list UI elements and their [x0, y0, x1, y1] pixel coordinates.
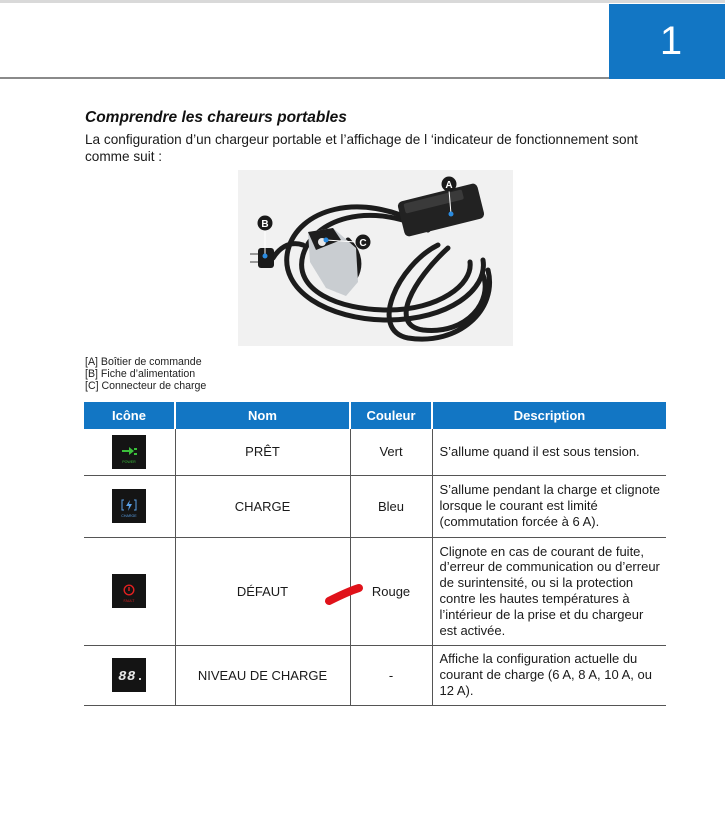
connector-shape — [308, 228, 358, 296]
description-cell: S’allume pendant la charge et clignote lorsque le courant est limité (commutation forcée à 6 A). — [432, 475, 666, 537]
name-cell: DÉFAUT — [175, 537, 350, 645]
callout-c-label: C — [359, 238, 367, 249]
top-rule — [0, 0, 725, 3]
color-cell: Bleu — [350, 475, 432, 537]
color-cell: Rouge — [350, 537, 432, 645]
power-icon-text: POWER — [122, 459, 137, 464]
legend-item-a: [A] Boîtier de commande — [85, 356, 202, 368]
plug-shape — [250, 248, 274, 268]
level-display-icon — [112, 658, 146, 692]
charge-icon-text: CHARGE — [121, 514, 137, 518]
icon-cell — [84, 429, 175, 475]
description-cell: Affiche la configuration actuelle du courant de charge (6 A, 8 A, 10 A, ou 12 A). — [432, 645, 666, 705]
header-description: Description — [432, 402, 666, 429]
legend-item-c: [C] Connecteur de charge — [85, 379, 207, 392]
red-annotation-mark — [323, 583, 365, 609]
icon-cell — [84, 537, 175, 645]
color-cell: - — [350, 645, 432, 705]
icon-cell — [84, 645, 175, 705]
name-cell: PRÊT — [175, 429, 350, 475]
header-icon: Icône — [84, 402, 175, 429]
indicator-table — [84, 402, 666, 706]
table-row — [84, 429, 666, 475]
figure-legend — [85, 357, 206, 392]
table-row — [84, 475, 666, 537]
charge-icon — [112, 489, 146, 523]
color-cell: Vert — [350, 429, 432, 475]
description-cell: S’allume quand il est sous tension. — [432, 429, 666, 475]
callout-b-label: B — [261, 219, 269, 230]
icon-cell — [84, 475, 175, 537]
chapter-tab — [609, 4, 725, 79]
callout-a-label: A — [445, 180, 453, 191]
portable-charger-photo — [238, 170, 513, 346]
chapter-number: 1 — [659, 19, 683, 63]
description-cell: Clignote en cas de courant de fuite, d’erreur de communication ou d’erreur de surintensité, ou si la protection contre les hautes températures à l’intérieur de la prise et du chargeur est activée. — [432, 537, 666, 645]
level-display-text: 88 — [118, 669, 137, 685]
name-cell: NIVEAU DE CHARGE — [175, 645, 350, 705]
power-icon — [112, 435, 146, 469]
legend-item-b: [B] Fiche d’alimentation — [85, 367, 196, 380]
fault-icon-text: FAULT — [123, 599, 135, 603]
header-color: Couleur — [350, 402, 432, 429]
table-row — [84, 645, 666, 705]
table-row — [84, 537, 666, 645]
section-title: Comprendre les chareurs portables — [85, 109, 347, 126]
control-box-shape — [397, 183, 485, 238]
header-name: Nom — [175, 402, 350, 429]
table-header-row — [84, 402, 666, 429]
fault-icon — [112, 574, 146, 608]
charger-illustration — [238, 170, 513, 346]
name-cell: CHARGE — [175, 475, 350, 537]
intro-paragraph: La configuration d’un chargeur portable et l’affichage de l ‘indicateur de fonctionnement sont comme suit : — [85, 132, 638, 164]
